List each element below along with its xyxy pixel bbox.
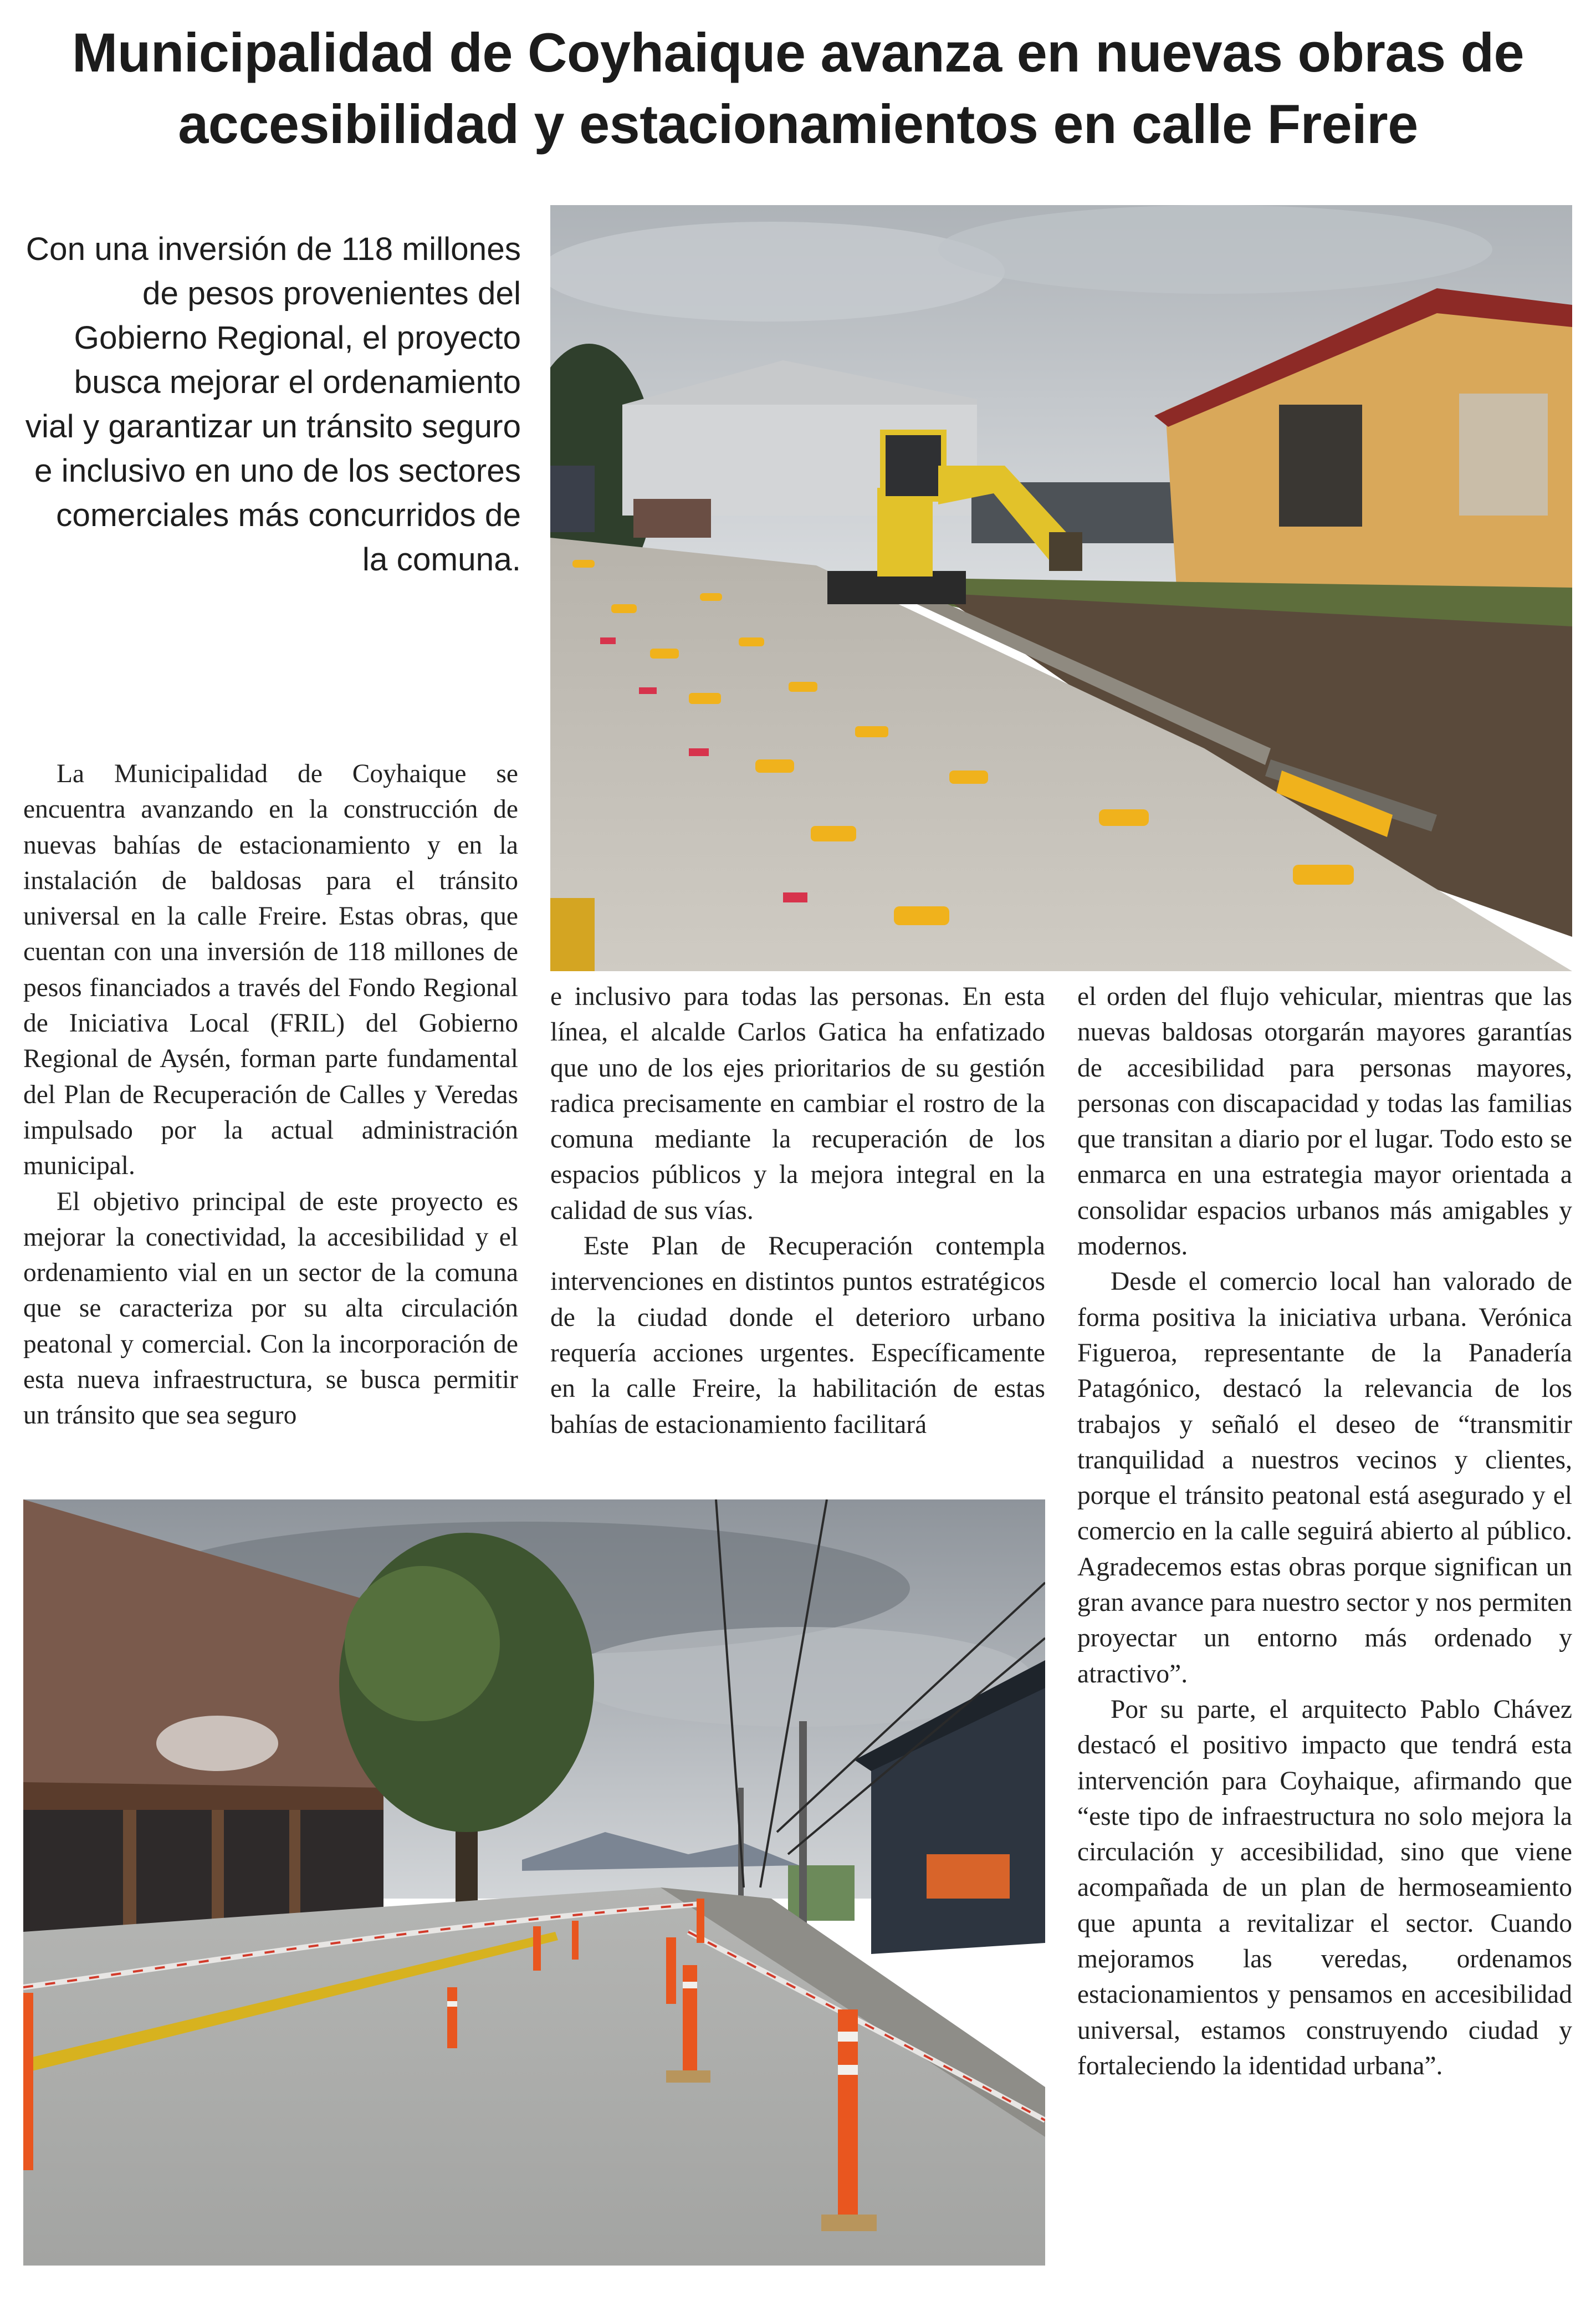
photo-street-bollards: [23, 1499, 1045, 2266]
paragraph-4: Desde el comercio local han valorado de forma positiva la iniciativa urbana. Verónica Figueroa, representante de la Panadería Patagónico, destacó la relevancia de los trabajos y señaló el deseo de “transmitir tranquilidad a nuestros vecinos y clientes, porque el tránsito peatonal está asegurado y el comercio en la calle seguirá abierto al público. Agradecemos estas obras porque significan un gran avance para nuestro sector y nos permiten proyectar un entorno más ordenado y atractivo”.: [1077, 1267, 1572, 1688]
paragraph-2-continued: e inclusivo para todas las personas. En esta línea, el alcalde Carlos Gatica ha enfatizado que uno de los ejes prioritarios de su gestión radica precisamente en cambiar el rostro de la comuna mediante la recuperación de los espacios públicos y la mejora integral en la calidad de sus vías.: [550, 982, 1045, 1225]
paragraph-3-continued: el orden del flujo vehicular, mientras que las nuevas baldosas otorgarán mayores garantías de accesibilidad para personas mayores, personas con discapacidad y todas las familias que transitan a diario por el lugar. Todo esto se enmarca en una estrategia mayor orientada a consolidar espacios urbanos más amigables y modernos.: [1077, 982, 1572, 1261]
paragraph-3: Este Plan de Recuperación contempla intervenciones en distintos puntos estratégicos de la ciudad donde el deterioro urbano requería acciones urgentes. Específicamente en la calle Freire, la habilitación de estas bahías de estacionamiento facilitará: [550, 1232, 1045, 1439]
paragraph-5: Por su parte, el arquitecto Pablo Chávez destacó el positivo impacto que tendrá esta intervención para Coyhaique, afirmando que “este tipo de infraestructura no solo mejora la circulación y accesibilidad, sino que viene acompañada de un plan de hermoseamiento que apunta a revitalizar el sector. Cuando mejoramos las veredas, ordenamos estacionamientos y pensamos en accesibilidad universal, estamos construyendo ciudad y fortaleciendo la identidad urbana”.: [1077, 1695, 1572, 2080]
photo-excavator-parking-bays: [550, 205, 1572, 971]
article-column-2: [550, 979, 1045, 1442]
paragraph-1: La Municipalidad de Coyhaique se encuentra avanzando en la construcción de nuevas bahías de estacionamiento y en la instalación de baldosas para el tránsito universal en la calle Freire. Estas obras, que cuentan con una inversión de 118 millones de pesos financiados a través del Fondo Regional de Iniciativa Local (FRIL) del Gobierno Regional de Aysén, forman parte fundamental del Plan de Recuperación de Calles y Veredas impulsado por la actual administración municipal.: [23, 759, 518, 1181]
paragraph-2: El objetivo principal de este proyecto es mejorar la conectividad, la accesibilidad y el ordenamiento vial en un sector de la comuna que se caracteriza por su alta circulación peatonal y comercial. Con la incorporación de esta nueva infraestructura, se busca permitir un tránsito que sea seguro: [23, 1187, 518, 1430]
article-column-1: [23, 756, 518, 1433]
lead-paragraph: Con una inversión de 118 millones de pesos provenientes del Gobierno Regional, el proyecto busca mejorar el ordenamiento vial y garantizar un tránsito seguro e inclusivo en uno de los sectores comerciales más concurridos de la comuna.: [25, 231, 521, 578]
article-column-3: [1077, 979, 1572, 2084]
headline: Municipalidad de Coyhaique avanza en nuevas obras de accesibilidad y estacionamientos en calle Freire: [71, 22, 1525, 155]
